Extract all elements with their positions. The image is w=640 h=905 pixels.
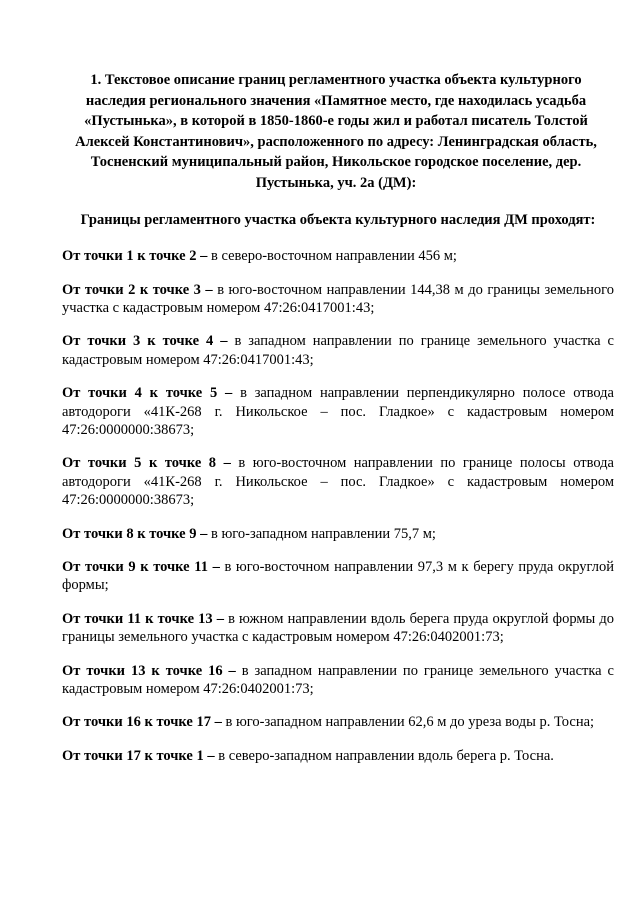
boundary-segment-list <box>62 247 614 765</box>
boundary-segment-9-11 <box>62 558 614 595</box>
segment-lead: От точки 1 к точке 2 – <box>62 248 208 265</box>
boundary-segment-8-9 <box>62 525 614 543</box>
segment-lead: От точки 8 к точке 9 – <box>62 525 208 542</box>
boundary-segment-5-8 <box>62 454 614 509</box>
segment-text: в северо-западном направлении вдоль берега р. Тосна. <box>214 747 554 764</box>
segment-lead: От точки 4 к точке 5 – <box>62 385 233 402</box>
segment-text: в юго-восточном направлении по границе полосы отвода автодороги «41К-268 г. Никольское – пос. Гладкое» с кадастровым номером 47:26:0000000:38673; <box>62 455 614 509</box>
segment-lead: От точки 9 к точке 11 – <box>62 559 220 576</box>
segment-lead: От точки 3 к точке 4 – <box>62 333 228 350</box>
document-subheading: Границы регламентного участка объекта культурного наследия ДМ проходят: <box>80 211 596 228</box>
segment-text: в южном направлении вдоль берега пруда округлой формы до границы земельного участка с кадастровым номером 47:26:0402001:73; <box>62 610 615 646</box>
segment-text: в западном направлении по границе земельного участка с кадастровым номером 47:26:0402001:73; <box>62 662 614 698</box>
segment-text: в юго-западном направлении 62,6 м до уреза воды р. Тосна; <box>221 714 595 731</box>
boundary-segment-1-2 <box>62 247 614 265</box>
segment-text: в западном направлении перпендикулярно полосе отвода автодороги «41К-268 г. Никольское – пос. Гладкое» с кадастровым номером 47:26:0000000:38673; <box>62 385 614 438</box>
segment-lead: От точки 5 к точке 8 – <box>62 455 231 472</box>
segment-lead: От точки 2 к точке 3 – <box>62 281 213 298</box>
segment-text: в северо-восточном направлении 456 м; <box>207 248 457 265</box>
boundary-segment-17-1 <box>62 747 614 765</box>
boundary-segment-16-17 <box>62 713 614 731</box>
segment-text: в юго-восточном направлении 144,38 м до границы земельного участка с кадастровым номером 47:26:0417001:43; <box>62 281 614 316</box>
segment-lead: От точки 16 к точке 17 – <box>62 714 222 731</box>
segment-text: в юго-западном направлении 75,7 м; <box>207 525 436 542</box>
boundary-segment-13-16 <box>62 662 614 699</box>
segment-lead: От точки 11 к точке 13 – <box>62 610 224 627</box>
boundary-segment-4-5 <box>62 384 614 439</box>
segment-text: в западном направлении по границе земельного участка с кадастровым номером 47:26:0417001:43; <box>62 333 614 368</box>
segment-text: в юго-восточном направлении 97,3 м к берегу пруда округлой формы; <box>62 559 615 594</box>
boundary-segment-3-4 <box>62 332 614 369</box>
boundary-segment-2-3 <box>62 281 614 318</box>
document-heading: 1. Текстовое описание границ регламентного участка объекта культурного наследия регионального значения «Памятное место, где находилась усадьба «Пустынька», в которой в 1850-1860-е годы жил и работал писатель Толстой Алексей Константинович», расположенного по адресу: Ленинградская область, Тосненский муниципальный район, Никольское городское поселение, дер. Пустынька, уч. 2а (ДМ): <box>75 72 597 191</box>
segment-lead: От точки 13 к точке 16 – <box>62 662 236 679</box>
segment-lead: От точки 17 к точке 1 – <box>62 747 215 764</box>
boundary-segment-11-13 <box>62 610 614 647</box>
